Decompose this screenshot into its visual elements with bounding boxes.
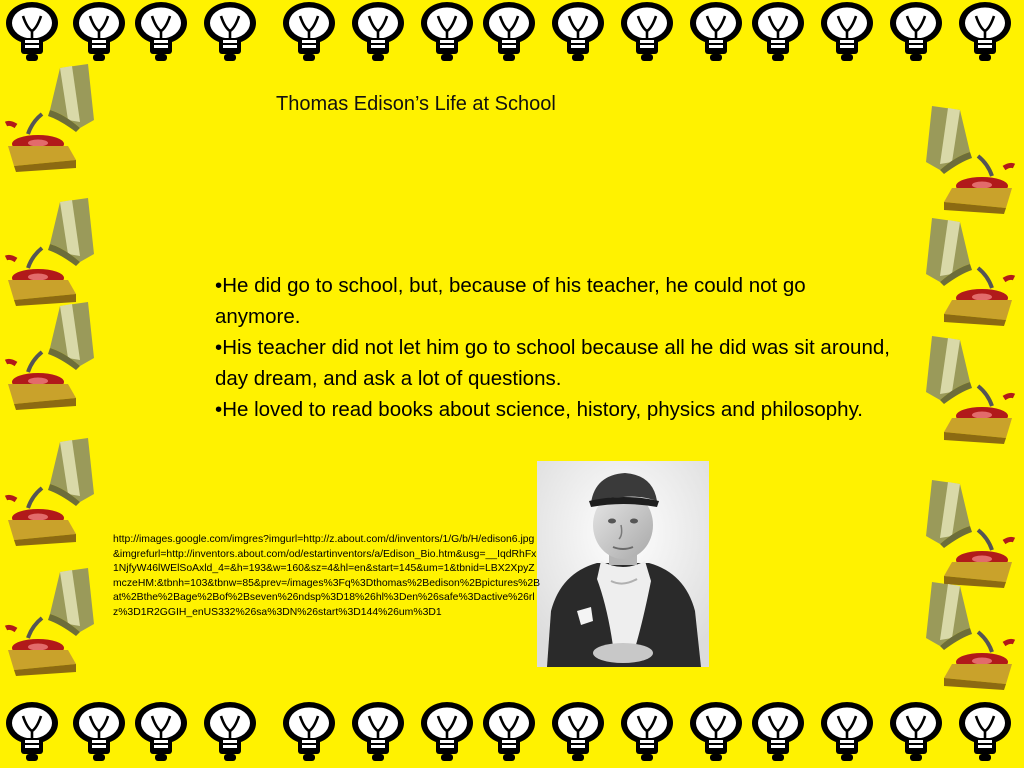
- light-bulb-icon: [614, 0, 680, 64]
- light-bulb-icon: [814, 0, 880, 64]
- light-bulb-icon: [66, 0, 132, 64]
- edison-portrait-photo: [537, 461, 709, 667]
- bullet-item: • His teacher did not let him go to school because all he did was sit around, day dream, and ask a lot of questions.: [215, 332, 890, 394]
- light-bulb-icon: [683, 0, 749, 64]
- light-bulb-icon: [0, 0, 65, 64]
- light-bulb-icon: [952, 700, 1018, 764]
- bullet-item: • He did go to school, but, because of his teacher, he could not go anymore.: [215, 270, 890, 332]
- slide-title: Thomas Edison’s Life at School: [276, 93, 556, 115]
- light-bulb-icon: [345, 700, 411, 764]
- gramophone-icon: [918, 580, 1018, 690]
- gramophone-icon: [918, 478, 1018, 588]
- edison-portrait-image: [537, 461, 709, 667]
- light-bulb-icon: [345, 0, 411, 64]
- gramophone-icon: [2, 196, 102, 306]
- light-bulb-icon: [128, 0, 194, 64]
- light-bulb-icon: [683, 700, 749, 764]
- light-bulb-icon: [66, 700, 132, 764]
- light-bulb-icon: [952, 0, 1018, 64]
- gramophone-icon: [918, 216, 1018, 326]
- gramophone-icon: [918, 334, 1018, 444]
- gramophone-icon: [2, 566, 102, 676]
- light-bulb-icon: [414, 700, 480, 764]
- light-bulb-icon: [197, 0, 263, 64]
- light-bulb-icon: [545, 0, 611, 64]
- light-bulb-icon: [197, 700, 263, 764]
- light-bulb-icon: [614, 700, 680, 764]
- light-bulb-icon: [883, 700, 949, 764]
- image-source-url[interactable]: http://images.google.com/imgres?imgurl=http://z.about.com/d/inventors/1/G/b/H/edison6.jpg&imgrefurl=http://inventors.about.com/od/estartinventors/a/Edison_Bio.htm&usg=__IqdRhFx1NjfyW46lWElSoAxld_4=&h=193&w=160&sz=4&hl=en&start=145&um=1&tbnid=LBX2XpyZmczeHM:&tbnh=103&tbnw=85&prev=/images%3Fq%3Dthomas%2Bedison%2Bpictures%2Bat%2Bthe%2Bage%2Bof%2Bseven%26ndsp%3D18%26hl%3Den%26safe%3Dactive%26rlz%3D1R2GGIH_enUS332%26sa%3DN%26start%3D144%26um%3D1: [113, 534, 541, 618]
- gramophone-icon: [2, 62, 102, 172]
- light-bulb-icon: [476, 0, 542, 64]
- light-bulb-icon: [814, 700, 880, 764]
- gramophone-icon: [2, 300, 102, 410]
- light-bulb-icon: [745, 700, 811, 764]
- bottom-bulb-border: [0, 700, 1024, 764]
- top-bulb-border: [0, 0, 1024, 64]
- gramophone-icon: [918, 104, 1018, 214]
- light-bulb-icon: [414, 0, 480, 64]
- light-bulb-icon: [276, 0, 342, 64]
- gramophone-icon: [2, 436, 102, 546]
- light-bulb-icon: [0, 700, 65, 764]
- light-bulb-icon: [128, 700, 194, 764]
- light-bulb-icon: [476, 700, 542, 764]
- light-bulb-icon: [745, 0, 811, 64]
- bullet-item: • He loved to read books about science, history, physics and philosophy.: [215, 394, 890, 425]
- light-bulb-icon: [545, 700, 611, 764]
- light-bulb-icon: [883, 0, 949, 64]
- light-bulb-icon: [276, 700, 342, 764]
- bullet-list: [215, 270, 890, 425]
